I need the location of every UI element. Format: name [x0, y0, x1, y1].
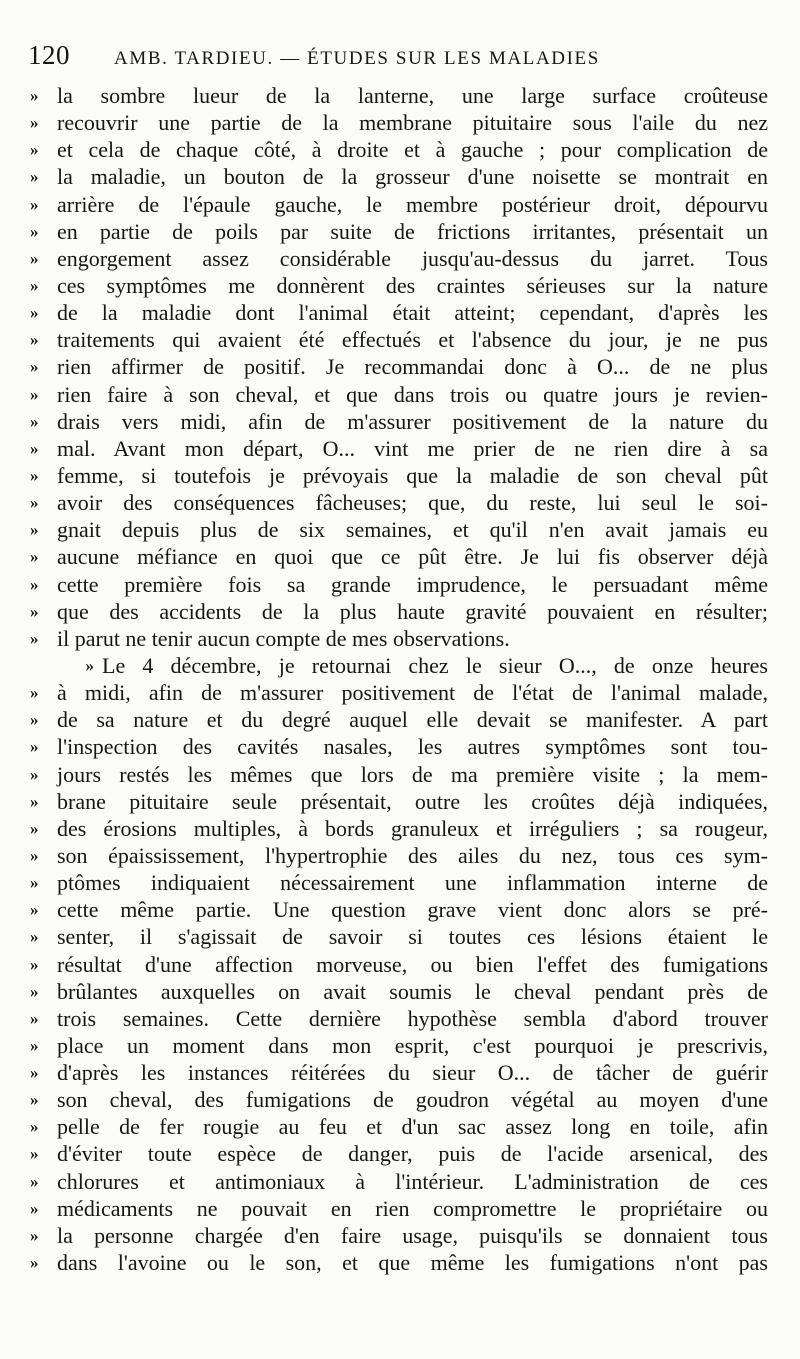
line-text: ptômes indiquaient nécessairement une inflammation interne de	[57, 870, 768, 896]
text-line	[30, 1195, 770, 1222]
text-line	[30, 706, 770, 733]
text-line	[30, 571, 770, 598]
line-text: arrière de l'épaule gauche, le membre postérieur droit, dépourvu	[57, 191, 768, 217]
line-text: d'après les instances réitérées du sieur O... de tâcher de guérir	[57, 1060, 768, 1086]
text-line	[30, 761, 770, 788]
text-line	[30, 326, 770, 353]
quote-mark: »	[30, 275, 39, 295]
line-text: avoir des conséquences fâcheuses; que, du reste, lui seul le soi-	[57, 490, 768, 516]
line-text: cette première fois sa grande imprudence, le persuadant même	[57, 571, 768, 597]
text-line	[30, 733, 770, 760]
quote-mark: »	[30, 493, 39, 513]
line-text: des érosions multiples, à bords granuleux et irréguliers ; sa rougeur,	[57, 815, 768, 841]
body-text	[30, 82, 770, 1276]
running-head: AMB. TARDIEU. — ÉTUDES SUR LES MALADIES	[114, 48, 600, 69]
line-text: gnait depuis plus de six semaines, et qu'il n'en avait jamais eu	[57, 517, 768, 543]
quote-mark: »	[30, 1225, 39, 1245]
line-text: traitements qui avaient été effectués et l'absence du jour, je ne pus	[57, 327, 768, 353]
line-text: pelle de fer rougie au feu et d'un sac assez long en toile, afin	[57, 1114, 768, 1140]
line-text: chlorures et antimoniaux à l'intérieur. L'administration de ces	[57, 1168, 768, 1194]
line-text: l'inspection des cavités nasales, les autres symptômes sont tou-	[57, 734, 768, 760]
line-text: en partie de poils par suite de frictions irritantes, présentait un	[57, 218, 768, 244]
quote-mark: »	[30, 710, 39, 730]
text-line	[30, 1168, 770, 1195]
quote-mark: »	[30, 981, 39, 1001]
quote-mark: »	[30, 411, 39, 431]
quote-mark: »	[30, 927, 39, 947]
line-text: recouvrir une partie de la membrane pituitaire sous l'aile du nez	[57, 110, 768, 136]
quote-mark: »	[85, 655, 94, 675]
line-text: femme, si toutefois je prévoyais que la maladie de son cheval pût	[57, 462, 768, 488]
text-line	[30, 462, 770, 489]
line-text: et cela de chaque côté, à droite et à gauche ; pour complication de	[57, 137, 768, 163]
quote-mark: »	[30, 683, 39, 703]
line-text: engorgement assez considérable jusqu'au-dessus du jarret. Tous	[57, 245, 768, 271]
text-line	[30, 1005, 770, 1032]
quote-mark: »	[30, 628, 39, 648]
text-line	[30, 1113, 770, 1140]
line-text: rien affirmer de positif. Je recommandai donc à O... de ne plus	[57, 354, 768, 380]
text-line	[30, 408, 770, 435]
line-text: ces symptômes me donnèrent des craintes sérieuses sur la nature	[57, 272, 768, 298]
line-text: brûlantes auxquelles on avait soumis le cheval pendant près de	[57, 978, 768, 1004]
text-line	[30, 625, 770, 652]
quote-mark: »	[30, 113, 39, 133]
quote-mark: »	[30, 547, 39, 567]
text-line	[30, 1222, 770, 1249]
quote-mark: »	[30, 303, 39, 323]
text-line	[30, 978, 770, 1005]
text-line	[30, 516, 770, 543]
quote-mark: »	[30, 791, 39, 811]
quote-mark: »	[30, 1035, 39, 1055]
quote-mark: »	[30, 330, 39, 350]
text-line	[30, 543, 770, 570]
text-line	[30, 652, 770, 679]
line-text: senter, il s'agissait de savoir si toutes ces lésions étaient le	[57, 924, 768, 950]
quote-mark: »	[30, 1144, 39, 1164]
quote-mark: »	[30, 737, 39, 757]
text-line	[30, 598, 770, 625]
quote-mark: »	[30, 221, 39, 241]
text-line	[30, 489, 770, 516]
line-text: aucune méfiance en quoi que ce pût être. Je lui fis observer déjà	[57, 544, 768, 570]
text-line	[30, 82, 770, 109]
quote-mark: »	[30, 438, 39, 458]
quote-mark: »	[30, 574, 39, 594]
text-line	[30, 1032, 770, 1059]
line-text: résultat d'une affection morveuse, ou bien l'effet des fumigations	[57, 951, 768, 977]
quote-mark: »	[30, 818, 39, 838]
line-text: rien faire à son cheval, et que dans trois ou quatre jours je revien-	[57, 381, 768, 407]
text-line	[30, 1059, 770, 1086]
quote-mark: »	[30, 86, 39, 105]
quote-mark: »	[30, 1117, 39, 1137]
text-line	[30, 679, 770, 706]
quote-mark: »	[30, 194, 39, 214]
quote-mark: »	[30, 1008, 39, 1028]
quote-mark: »	[30, 384, 39, 404]
line-text: que des accidents de la plus haute gravité pouvaient en résulter;	[57, 598, 768, 624]
line-text: Le 4 décembre, je retournai chez le sieur O..., de onze heures	[102, 652, 768, 678]
quote-mark: »	[30, 520, 39, 540]
quote-mark: »	[30, 873, 39, 893]
text-line	[30, 869, 770, 896]
quote-mark: »	[30, 1090, 39, 1110]
quote-mark: »	[30, 601, 39, 621]
quote-mark: »	[30, 845, 39, 865]
text-line	[30, 272, 770, 299]
quote-mark: »	[30, 465, 39, 485]
text-line	[30, 381, 770, 408]
quote-mark: »	[30, 1063, 39, 1083]
quote-mark: »	[30, 900, 39, 920]
quote-mark: »	[30, 1171, 39, 1191]
text-line	[30, 136, 770, 163]
text-line	[30, 788, 770, 815]
line-text: la maladie, un bouton de la grosseur d'une noisette se montrait en	[57, 164, 768, 190]
line-text: mal. Avant mon départ, O... vint me prier de ne rien dire à sa	[57, 435, 768, 461]
text-line	[30, 1249, 770, 1276]
text-line	[30, 299, 770, 326]
text-line	[30, 163, 770, 190]
line-text: médicaments ne pouvait en rien compromettre le propriétaire ou	[57, 1195, 768, 1221]
line-text: de la maladie dont l'animal était atteint; cependant, d'après les	[57, 300, 768, 326]
text-line	[30, 842, 770, 869]
line-text: la sombre lueur de la lanterne, une large surface croûteuse	[57, 83, 768, 108]
page-number: 120	[28, 40, 70, 70]
line-text: à midi, afin de m'assurer positivement de l'état de l'animal malade,	[57, 680, 768, 706]
text-line	[30, 435, 770, 462]
line-text: d'éviter toute espèce de danger, puis de l'acide arsenical, des	[57, 1141, 768, 1167]
text-line	[30, 896, 770, 923]
line-text: brane pituitaire seule présentait, outre les croûtes déjà indiquées,	[57, 788, 768, 814]
line-text: cette même partie. Une question grave vient donc alors se pré-	[57, 897, 768, 923]
line-text: jours restés les mêmes que lors de ma première visite ; la mem-	[57, 761, 768, 787]
text-line	[30, 245, 770, 272]
quote-mark: »	[30, 140, 39, 160]
text-line	[30, 218, 770, 245]
line-text: drais vers midi, afin de m'assurer positivement de la nature du	[57, 408, 768, 434]
quote-mark: »	[30, 357, 39, 377]
text-line	[30, 815, 770, 842]
line-text: la personne chargée d'en faire usage, puisqu'ils se donnaient tous	[57, 1222, 768, 1248]
quote-mark: »	[30, 248, 39, 268]
line-text: il parut ne tenir aucun compte de mes observations.	[57, 625, 510, 651]
quote-mark: »	[30, 1253, 39, 1273]
quote-mark: »	[30, 1198, 39, 1218]
quote-mark: »	[30, 764, 39, 784]
text-line	[30, 1140, 770, 1167]
line-text: place un moment dans mon esprit, c'est pourquoi je prescrivis,	[57, 1032, 768, 1058]
text-line	[30, 1086, 770, 1113]
line-text: de sa nature et du degré auquel elle devait se manifester. A part	[57, 707, 768, 733]
quote-mark: »	[30, 167, 39, 187]
line-text: trois semaines. Cette dernière hypothèse sembla d'abord trouver	[57, 1005, 768, 1031]
text-line	[30, 353, 770, 380]
line-text: son cheval, des fumigations de goudron végétal au moyen d'une	[57, 1087, 768, 1113]
text-line	[30, 923, 770, 950]
line-text: son épaississement, l'hypertrophie des ailes du nez, tous ces sym-	[57, 842, 768, 868]
line-text: dans l'avoine ou le son, et que même les fumigations n'ont pas	[57, 1250, 768, 1276]
text-line	[30, 191, 770, 218]
text-line	[30, 109, 770, 136]
text-line	[30, 951, 770, 978]
page-header	[28, 40, 788, 76]
quote-mark: »	[30, 954, 39, 974]
